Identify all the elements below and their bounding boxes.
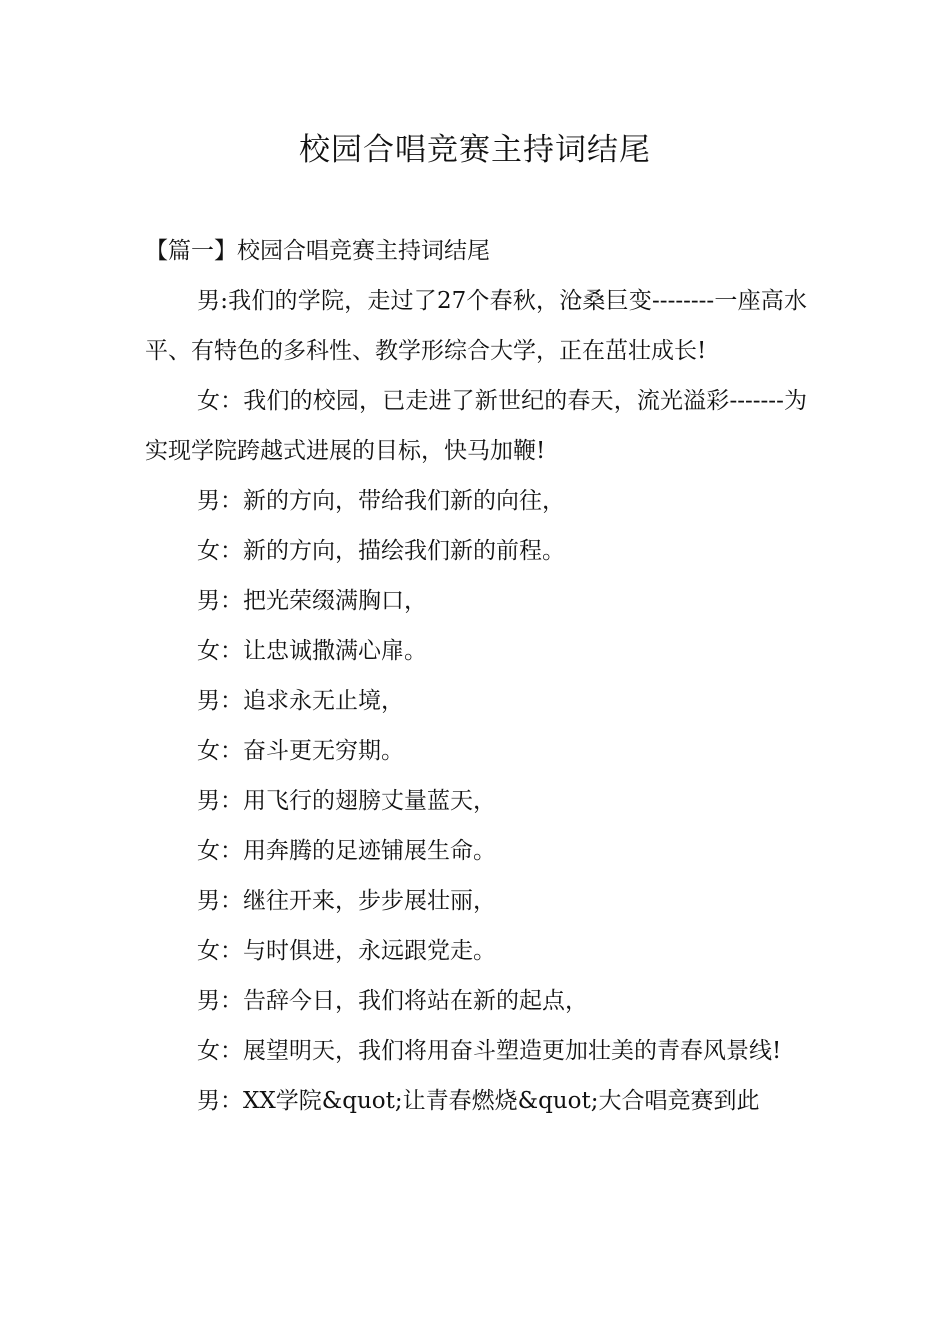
paragraph: 男：告辞今日，我们将站在新的起点， [197,988,588,1014]
paragraph: 女：奋斗更无穷期。 [197,738,404,764]
document-body [145,226,807,1126]
paragraph: 男：用飞行的翅膀丈量蓝天， [197,788,496,814]
paragraph: 男：继往开来，步步展壮丽， [197,888,496,914]
paragraph: 女：展望明天，我们将用奋斗塑造更加壮美的青春风景线! [197,1038,782,1064]
paragraph: 男：把光荣缀满胸口， [197,588,427,614]
paragraph: 女：我们的校园，已走进了新世纪的春天，流光溢彩-------为实现学院跨越式进展的目标，快马加鞭! [145,388,807,464]
document-title: 校园合唱竞赛主持词结尾 [299,132,651,168]
paragraph: 女：与时俱进，永远跟党走。 [197,938,496,964]
paragraph: 男：追求永无止境， [197,688,404,714]
paragraph: 女：新的方向，描绘我们新的前程。 [197,538,565,564]
section-heading: 【篇一】校园合唱竞赛主持词结尾 [145,238,490,264]
paragraph: 男：XX学院&quot;让青春燃烧&quot;大合唱竞赛到此 [197,1088,760,1114]
paragraph: 男：新的方向，带给我们新的向往， [197,488,565,514]
paragraph: 女：用奔腾的足迹铺展生命。 [197,838,496,864]
paragraph: 女：让忠诚撒满心扉。 [197,638,427,664]
paragraph: 男:我们的学院，走过了27个春秋，沧桑巨变--------一座高水平、有特色的多科性、教学形综合大学，正在茁壮成长! [145,288,807,364]
